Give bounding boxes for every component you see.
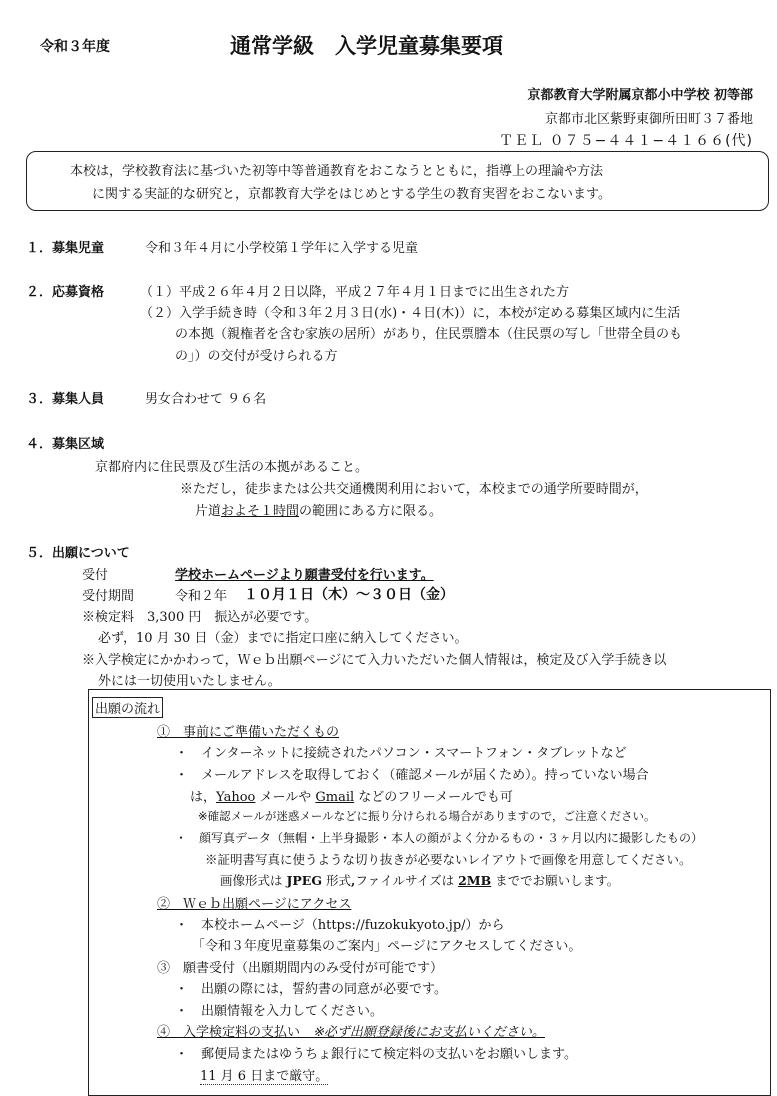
fiscal-year: 令和３年度: [40, 39, 110, 55]
receipt-text: 学校ホームページより願書受付を行います。: [175, 568, 434, 583]
school-tel: ＴＥＬ ０７５−４４１−４１６６(代): [499, 133, 753, 149]
flow-step-1-image-format: 画像形式は JPEG 形式,ファイルサイズは 2MB まででお願いします。: [220, 873, 620, 888]
flow-step-2-bullet-1: ・ 本校ホームページ（https://fuzokukyoto.jp/）から: [175, 918, 505, 933]
flow-step-4: ④ 入学検定料の支払い ※必ず出願登録後にお支払いください。: [157, 1025, 545, 1040]
section-2-heading: ２．応募資格: [26, 285, 105, 300]
fee-line: ※検定料 3,300 円 振込が必要です。: [82, 610, 318, 625]
section-3-text: 男女合わせて ９６名: [145, 392, 267, 407]
privacy-line-1: ※入学検定にかかわって，Ｗｅｂ出願ページにて入力いただいた個人情報は，検定及び入学手続き以: [82, 653, 667, 668]
receipt-label: 受付: [82, 568, 109, 583]
section-4-note-2: 片道およそ１時間の範囲にある方に限る。: [195, 504, 443, 519]
flow-title: 出願の流れ: [92, 697, 163, 718]
school-address: 京都市北区紫野東御所田町３７番地: [544, 112, 753, 127]
privacy-line-2: 外には一切使用いたしません。: [98, 674, 281, 689]
page-title: 通常学級 入学児童募集要項: [230, 34, 503, 58]
flow-step-1-bullet-2: ・ メールアドレスを取得しておく（確認メールが届くため）。持っていない場合: [175, 768, 649, 783]
section-2-item-2-cont: の本拠（親権者を含む家族の居所）があり，住民票謄本（住民票の写し「世帯全員のも: [175, 327, 683, 342]
period-label: 受付期間: [82, 589, 135, 604]
section-2-item-1: （１）平成２６年４月２日以降，平成２７年４月１日までに出生された方: [140, 285, 570, 300]
section-1-text: 令和３年４月に小学校第１学年に入学する児童: [145, 241, 419, 256]
flow-step-2: ② Ｗｅｂ出願ページにアクセス: [157, 897, 352, 912]
flow-step-4-deadline: 11 月 6 日まで厳守。: [200, 1065, 328, 1085]
section-4-note-1: ※ただし，徒歩または公共交通機関利用において，本校までの通学所要時間が，: [180, 482, 648, 497]
section-3-heading: ３．募集人員: [26, 392, 105, 407]
school-name: 京都教育大学附属京都小中学校 初等部: [527, 88, 753, 103]
intro-line-1: 本校は，学校教育法に基づいた初等中等普通教育をおこなうとともに，指導上の理論や方法: [70, 164, 604, 179]
intro-line-2: に関する実証的な研究と，京都教育大学をはじめとする学生の教育実習をおこないます。: [92, 187, 611, 202]
flow-step-1-bullet-2-cont: は，Yahoo メールや Gmail などのフリーメールでも可: [190, 790, 513, 805]
section-1-heading: １．募集児童: [26, 241, 105, 256]
flow-step-3: ③ 願書受付（出願期間内のみ受付が可能です）: [157, 961, 444, 976]
flow-step-1-bullet-1: ・ インターネットに接続されたパソコン・スマートフォン・タブレットなど: [175, 746, 627, 761]
flow-step-4-bullet-1: ・ 郵便局またはゆうちょ銀行にて検定料の支払いをお願いします。: [175, 1047, 577, 1062]
flow-step-3-bullet-1: ・ 出願の際には，誓約書の同意が必要です。: [175, 982, 447, 997]
fee-note: 必ず，10 月 30 日（金）までに指定口座に納入してください。: [98, 631, 468, 646]
section-5-heading: ５．出願について: [26, 546, 130, 561]
section-4-text: 京都府内に住民票及び生活の本拠があること。: [95, 460, 369, 475]
flow-step-3-bullet-2: ・ 出願情報を入力してください。: [175, 1004, 384, 1019]
flow-step-1: ① 事前にご準備いただくもの: [157, 725, 340, 740]
flow-step-1-bullet-2-note: ※確認メールが迷惑メールなどに振り分けられる場合がありますので，ご注意ください。: [198, 809, 656, 823]
section-4-heading: ４．募集区域: [26, 437, 105, 452]
flow-step-4-note: ※必ず出願登録後にお支払いください。: [313, 1025, 545, 1040]
flow-step-2-bullet-1-cont: 「令和３年度児童募集のご案内」ページにアクセスしてください。: [192, 939, 582, 954]
period-year: 令和２年: [175, 589, 228, 604]
section-2-item-2: （２）入学手続き時（令和３年２月３日(水)・４日(木)）に，本校が定める募集区域内に生活: [140, 306, 681, 321]
flow-step-1-bullet-3: ・ 顔写真データ（無帽・上半身撮影・本人の顔がよく分かるもの・３ヶ月以内に撮影したもの）: [175, 831, 704, 845]
flow-step-1-bullet-3-note: ※証明書写真に使うような切り抜きが必要ないレイアウトで画像を用意してください。: [205, 852, 692, 867]
period-dates: １０月１日（木）〜３０日（金）: [244, 587, 454, 603]
section-2-item-2-cont2: の」）の交付が受けられる方: [175, 349, 338, 364]
